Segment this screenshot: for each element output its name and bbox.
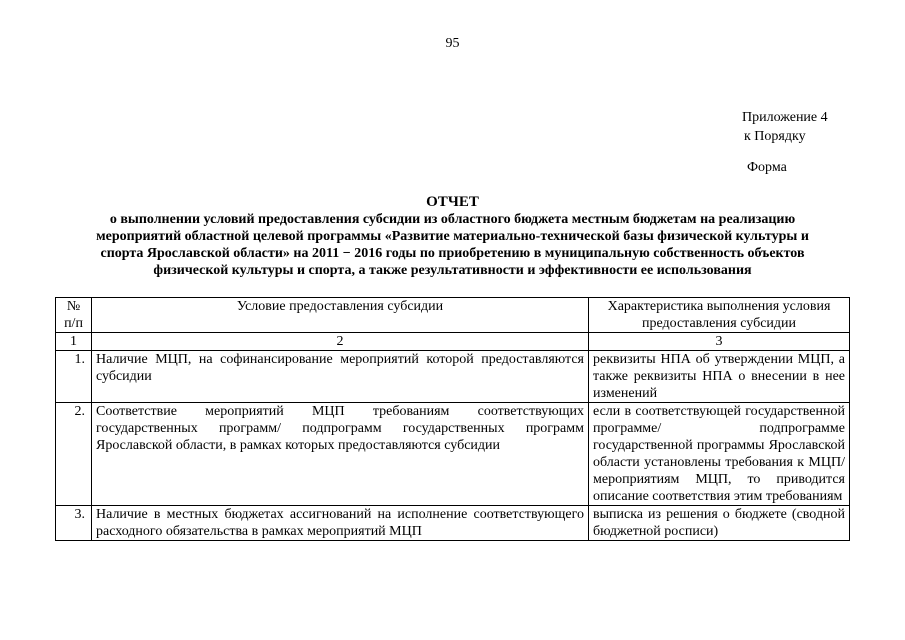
form-label: Форма — [747, 160, 787, 175]
row-number: 3. — [56, 506, 92, 541]
table-header-row — [56, 298, 850, 333]
column-number-3: 3 — [589, 333, 850, 351]
row-characteristic: выписка из решения о бюджете (сводной бюджетной росписи) — [589, 506, 850, 541]
row-condition: Соответствие мероприятий МЦП требованиям соответствующих государственных программ/ подпрограмм государственных программ Ярославской области, в рамках которых предоставляются субсидии — [92, 403, 589, 506]
row-condition: Наличие в местных бюджетах ассигнований на исполнение соответствующего расходного обязательства в рамках мероприятий МЦП — [92, 506, 589, 541]
report-title-main: ОТЧЕТ — [426, 194, 479, 210]
report-title — [40, 193, 865, 279]
report-title-line-1: о выполнении условий предоставления субсидии из областного бюджета местным бюджетам на реализацию — [109, 212, 796, 227]
row-number: 2. — [56, 403, 92, 506]
appendix-line-2: к Порядку — [744, 129, 806, 144]
row-number: 1. — [56, 351, 92, 403]
appendix-line-1: Приложение 4 — [742, 110, 828, 125]
report-table — [55, 297, 850, 541]
report-title-line-4: физической культуры и спорта, а также результативности и эффективности ее использования — [153, 263, 752, 278]
report-title-line-3: спорта Ярославской области» на 2011 − 2016 годы по приобретению в муниципальную собственность объектов — [100, 246, 805, 261]
page-number: 95 — [445, 36, 460, 51]
row-condition: Наличие МЦП, на софинансирование мероприятий которой предоставляются субсидии — [92, 351, 589, 403]
row-characteristic: реквизиты НПА об утверждении МЦП, а также реквизиты НПА о внесении в нее изменений — [589, 351, 850, 403]
column-number-1: 1 — [56, 333, 92, 351]
header-number: № п/п — [56, 298, 92, 333]
appendix-label — [742, 108, 828, 146]
header-characteristic: Характеристика выполнения условия предоставления субсидии — [589, 298, 850, 333]
header-condition: Условие предоставления субсидии — [92, 298, 589, 333]
column-number-2: 2 — [92, 333, 589, 351]
table-row — [56, 351, 850, 403]
row-characteristic: если в соответствующей государственной программе/ подпрограмме государственной программы Ярославской области установлены требования к МЦП/ мероприятиям МЦП, то приводится описание соответствия этим требованиям — [589, 403, 850, 506]
table-column-number-row — [56, 333, 850, 351]
table-row — [56, 506, 850, 541]
report-title-line-2: мероприятий областной целевой программы «Развитие материально-технической базы физической культуры и — [96, 229, 809, 244]
table-row — [56, 403, 850, 506]
